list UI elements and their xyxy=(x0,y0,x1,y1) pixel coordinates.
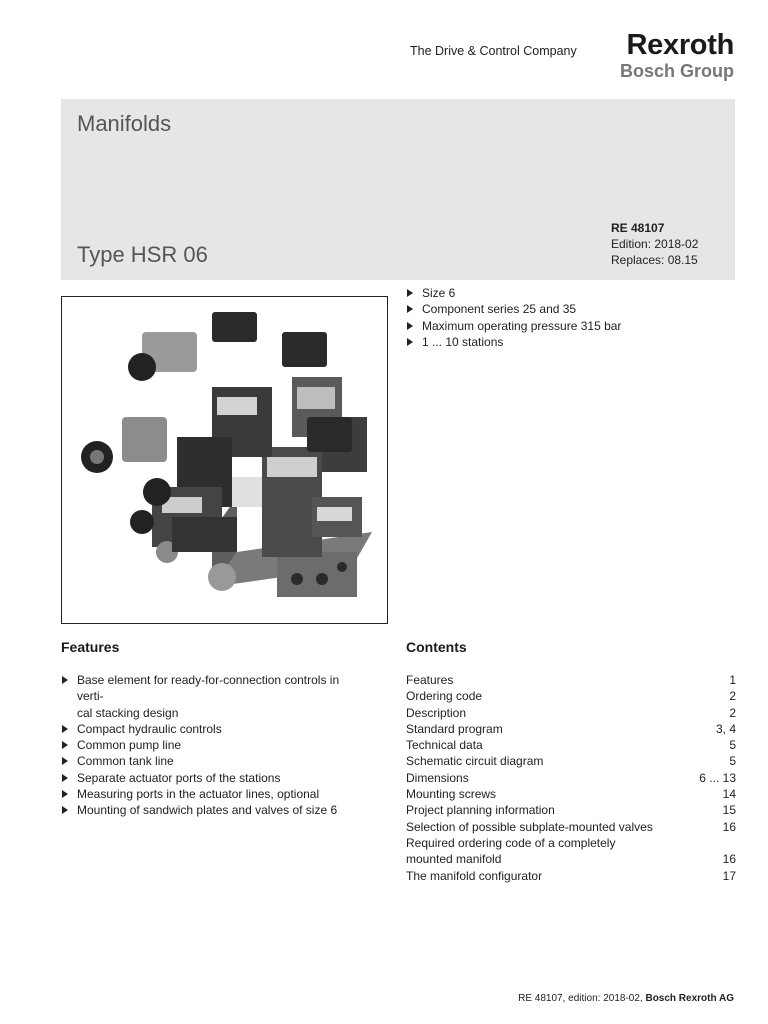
document-info xyxy=(611,220,698,268)
toc-label: Required ordering code of a completely xyxy=(406,835,616,850)
edition: Edition: 2018-02 xyxy=(611,237,699,251)
toc-page: 1 xyxy=(729,673,736,687)
contents-heading: Contents xyxy=(406,639,467,655)
company-tagline: The Drive & Control Company xyxy=(410,44,577,58)
footer-text: RE 48107, edition: 2018-02, xyxy=(518,993,643,1004)
toc-page: 16 xyxy=(722,852,736,867)
spec-item: Component series 25 and 35 xyxy=(406,301,736,317)
toc-page: 15 xyxy=(722,803,736,818)
features-heading: Features xyxy=(61,639,120,655)
toc-label: Technical data xyxy=(406,738,483,753)
feature-item: Common pump line xyxy=(61,737,361,753)
toc-page: 5 xyxy=(729,738,736,753)
toc-row[interactable] xyxy=(406,672,736,688)
toc-page: 16 xyxy=(722,819,736,834)
toc-row[interactable] xyxy=(406,819,736,835)
toc-row[interactable] xyxy=(406,868,736,884)
toc-page: 5 xyxy=(729,754,736,769)
toc-page: 6 ... 13 xyxy=(699,770,736,785)
toc-label: Ordering code xyxy=(406,689,483,704)
brand-name: Rexroth xyxy=(626,29,734,61)
toc-page: 2 xyxy=(729,705,736,720)
feature-item: Measuring ports in the actuator lines, optional xyxy=(61,786,361,802)
toc-row[interactable] xyxy=(406,721,736,737)
toc-row[interactable] xyxy=(406,753,736,769)
toc-row[interactable] xyxy=(406,770,736,786)
features-list xyxy=(61,672,361,819)
toc-row[interactable] xyxy=(406,835,736,851)
document-type: Type HSR 06 xyxy=(77,242,208,267)
spec-list xyxy=(406,285,736,350)
feature-item: Base element for ready-for-connection controls in verti- xyxy=(61,672,361,705)
toc-row[interactable] xyxy=(406,786,736,802)
page-footer xyxy=(518,993,734,1004)
replaces: Replaces: 08.15 xyxy=(611,253,698,267)
toc-label: Selection of possible subplate-mounted valves xyxy=(406,819,653,834)
toc-page: 14 xyxy=(722,787,736,802)
feature-item: Mounting of sandwich plates and valves of size 6 xyxy=(61,802,361,818)
toc-row[interactable] xyxy=(406,851,736,867)
toc-row[interactable] xyxy=(406,802,736,818)
product-photo-frame xyxy=(61,296,388,624)
toc-label: Schematic circuit diagram xyxy=(406,754,544,769)
re-number: RE 48107 xyxy=(611,221,665,235)
toc-label: Description xyxy=(406,705,467,720)
toc-label: Features xyxy=(406,673,454,687)
toc-page: 2 xyxy=(729,689,736,704)
document-title: Manifolds xyxy=(77,111,172,136)
brand-group: Bosch Group xyxy=(619,61,734,81)
feature-item: Compact hydraulic controls xyxy=(61,721,361,737)
toc-row[interactable] xyxy=(406,705,736,721)
brand-logo xyxy=(620,30,734,82)
toc-page: 3, 4 xyxy=(715,721,736,736)
toc-label: Standard program xyxy=(406,721,503,736)
toc-label: Project planning information xyxy=(406,803,555,818)
toc-row[interactable] xyxy=(406,737,736,753)
manifold-product-image xyxy=(62,297,387,623)
spec-item: 1 ... 10 stations xyxy=(406,334,736,350)
toc-label: Mounting screws xyxy=(406,787,497,802)
toc-label: mounted manifold xyxy=(406,852,502,867)
spec-item: Maximum operating pressure 315 bar xyxy=(406,318,736,334)
feature-item: Common tank line xyxy=(61,753,361,769)
toc-label: The manifold configurator xyxy=(406,868,543,883)
toc-row[interactable] xyxy=(406,688,736,704)
spec-item: Size 6 xyxy=(406,285,736,301)
feature-item: Separate actuator ports of the stations xyxy=(61,770,361,786)
toc-label: Dimensions xyxy=(406,770,469,785)
table-of-contents xyxy=(406,672,736,884)
toc-page: 17 xyxy=(722,868,736,883)
feature-item-continued: cal stacking design xyxy=(77,705,179,720)
footer-company: Bosch Rexroth AG xyxy=(645,993,734,1004)
